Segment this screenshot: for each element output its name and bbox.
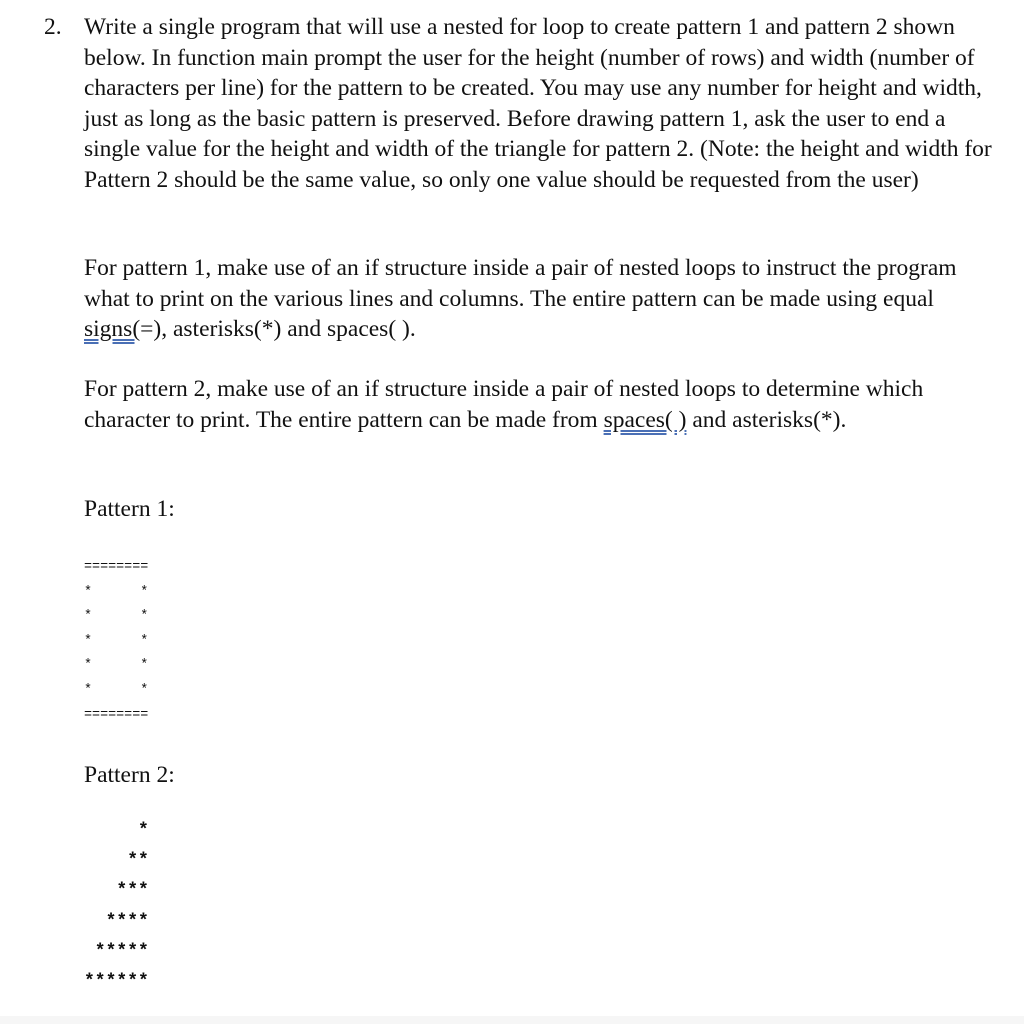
pattern1-figure [84, 556, 148, 728]
pattern2-figure [84, 816, 149, 997]
pattern2-line: ** [84, 851, 149, 872]
pattern2-line: ****** [84, 972, 149, 993]
page-bottom-edge [0, 1016, 1024, 1024]
pattern1-line: * * [84, 633, 149, 649]
pattern1-instructions-text-end: =), asterisks(*) and spaces( ). [140, 316, 416, 342]
pattern1-heading: Pattern 1: [84, 496, 175, 522]
pattern1-line: * * [84, 658, 149, 674]
pattern1-instructions-paragraph [84, 253, 999, 345]
pattern2-instructions-paragraph [84, 374, 999, 435]
pattern1-line: * * [84, 682, 149, 698]
pattern2-line: ***** [84, 941, 149, 962]
pattern1-line: * * [84, 584, 149, 600]
pattern2-line: **** [84, 911, 149, 932]
pattern1-line: ======== [84, 707, 149, 723]
pattern1-line: ======== [84, 560, 149, 575]
pattern2-instructions-text: For pattern 2, make use of an if structure inside a pair of nested loops to determine which character to print. The entire pattern can be made from [84, 376, 924, 433]
pattern2-line: *** [84, 881, 149, 902]
spelling-underlined-word: signs( [84, 316, 141, 342]
question-number: 2. [44, 14, 62, 40]
question-intro-paragraph: Write a single program that will use a nested for loop to create pattern 1 and pattern 2 shown below. In function main prompt the user for the height (number of rows) and width (number of characters per line) for the pattern to be created. You may use any number for height and width, just as long as the basic pattern is preserved. Before drawing pattern 1, ask the user to end a single value for the height and width of the triangle for pattern 2. (Note: the height and width for Pattern 2 should be the same value, so only one value should be requested from the user) [84, 14, 992, 193]
pattern1-instructions-text: For pattern 1, make use of an if structure inside a pair of nested loops to instruct the program what to print on the various lines and columns. The entire pattern can be made using equal [84, 255, 957, 312]
pattern1-line: * * [84, 609, 149, 625]
pattern2-line: * [84, 821, 149, 841]
pattern2-heading: Pattern 2: [84, 762, 175, 788]
pattern2-instructions-text-end: and asterisks(*). [686, 406, 847, 433]
spelling-underlined-word: spaces( ) [603, 406, 687, 433]
